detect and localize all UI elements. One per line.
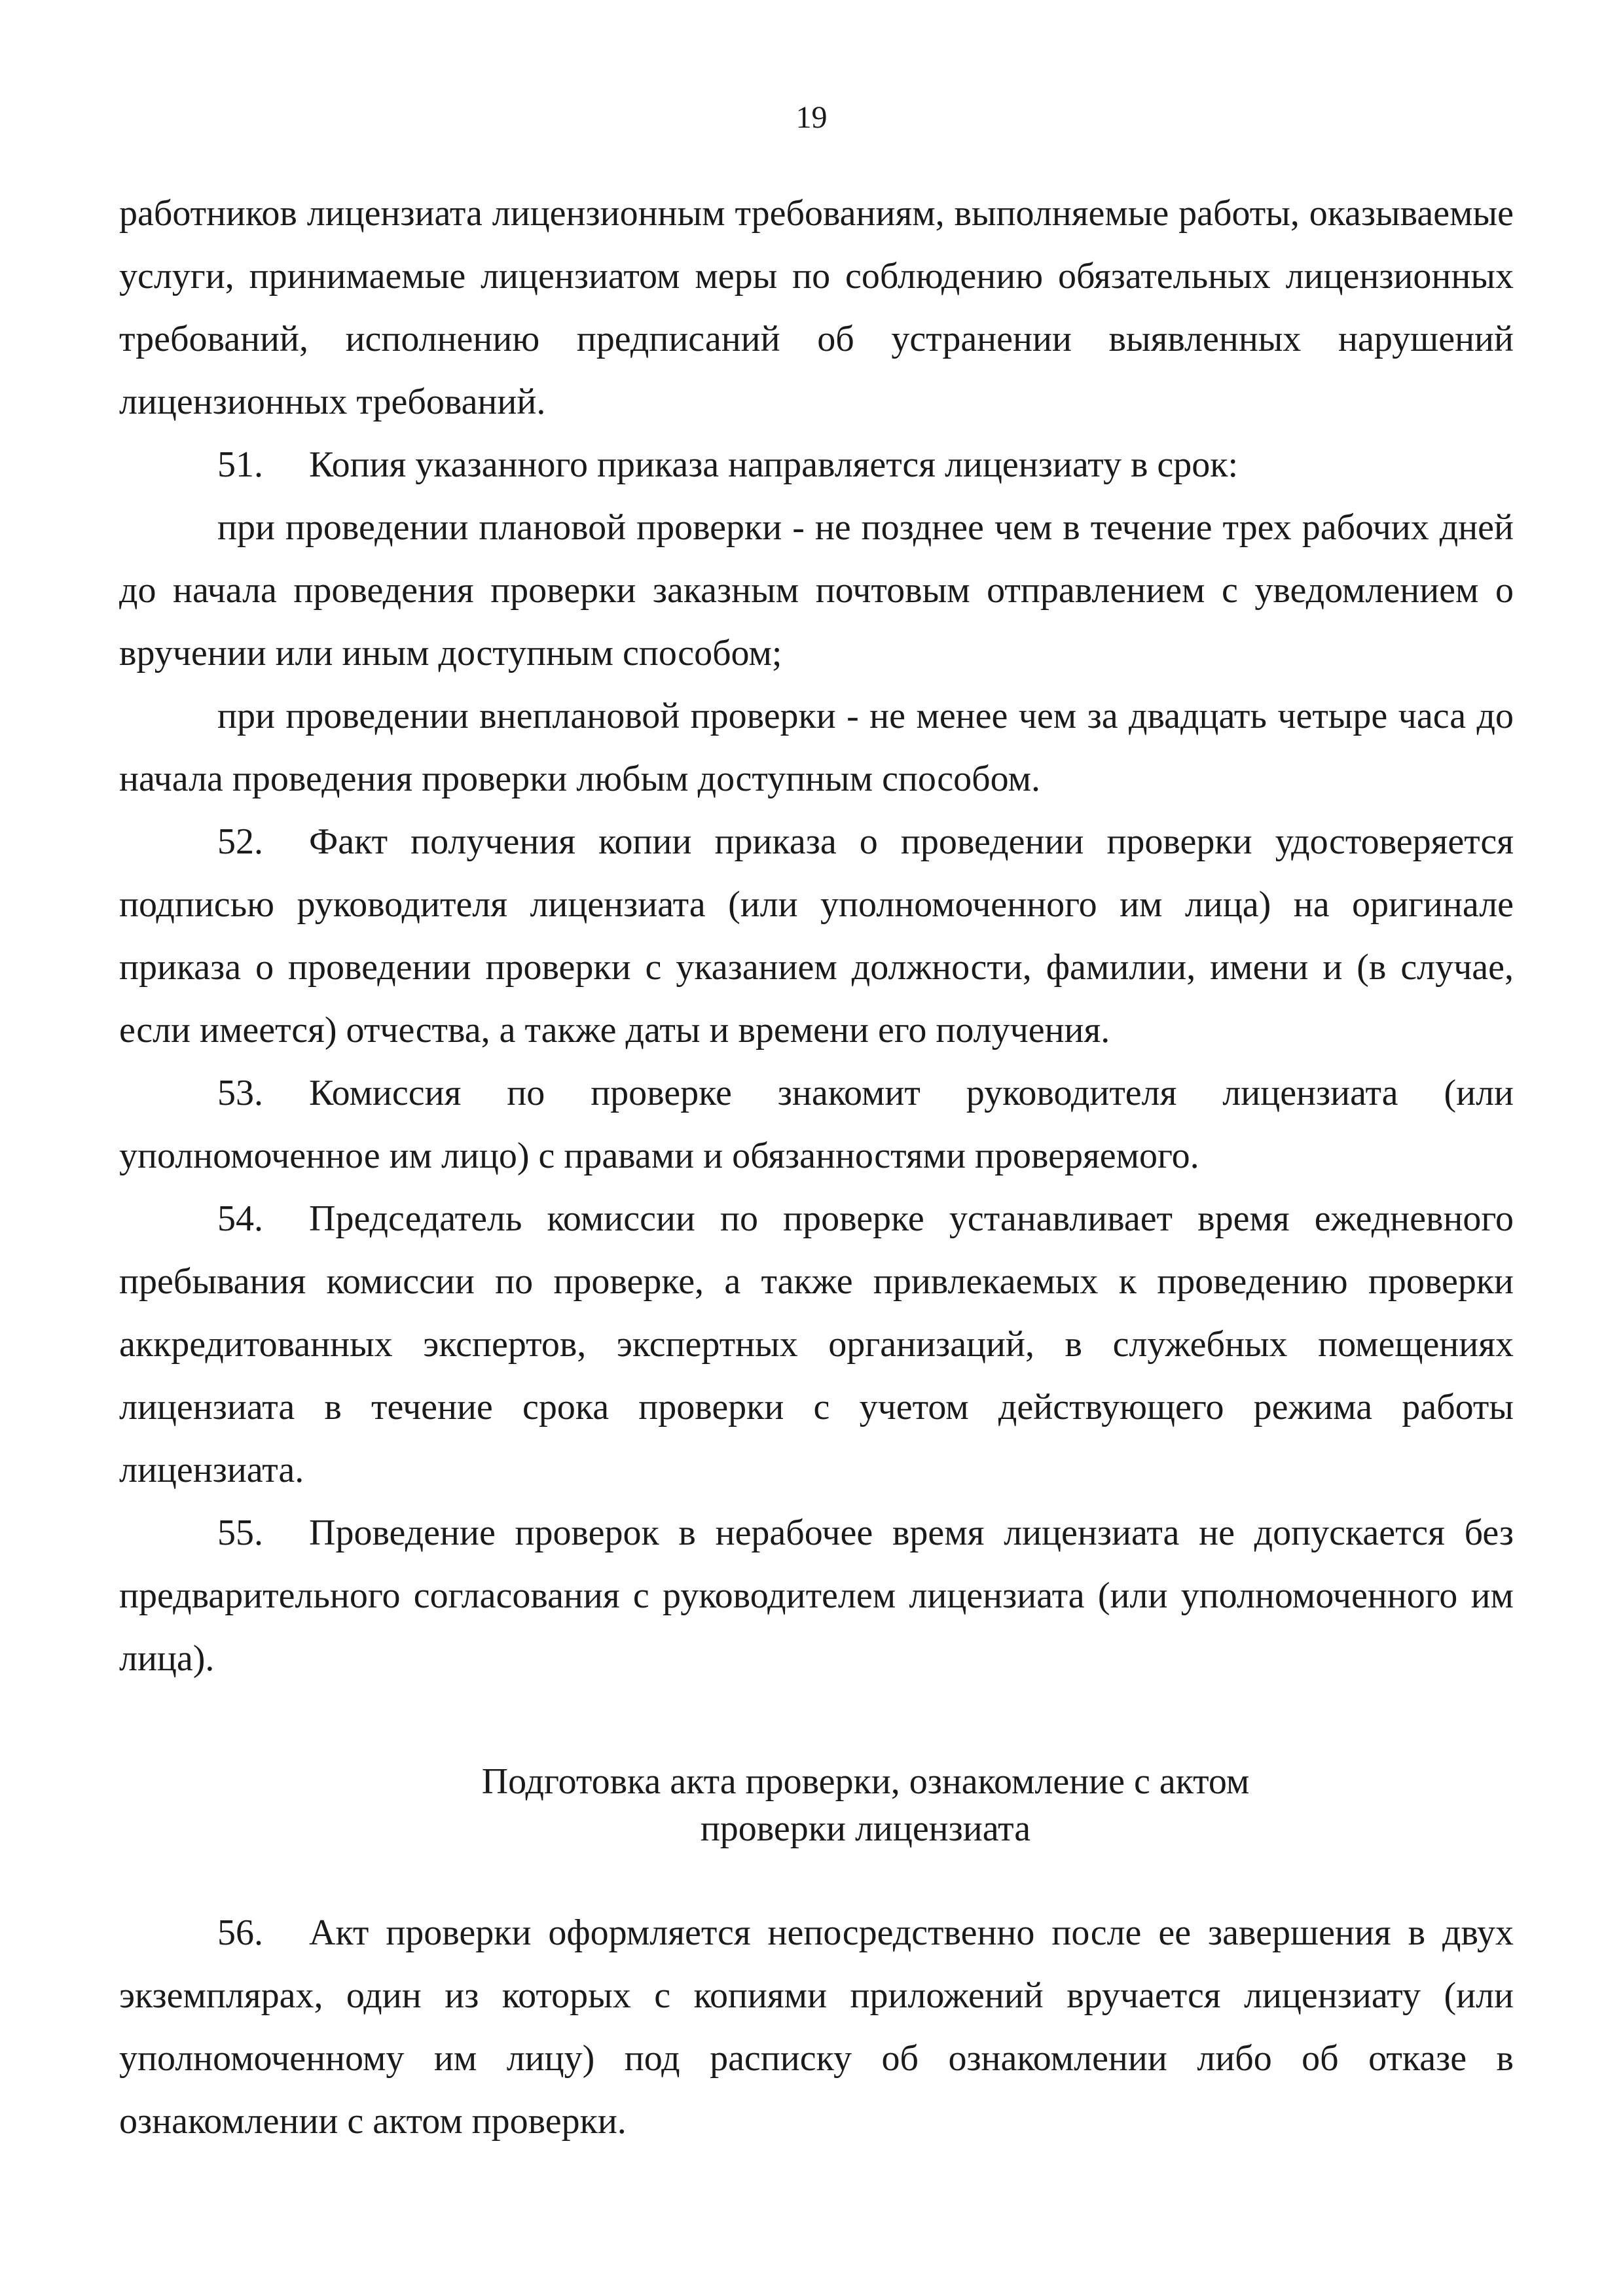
paragraph-number: 56.: [217, 1912, 263, 1953]
paragraph-54: [119, 1187, 1514, 1501]
document-body: [119, 182, 1514, 1690]
sub-paragraph-planned: при проведении плановой проверки - не позднее чем в течение трех рабочих дней до начала проведения проверки заказным почтовым отправлением с уведомлением о вручении или иным доступным способом;: [119, 507, 1514, 673]
paragraph-text: Председатель комиссии по проверке устанавливает время ежедневного пребывания комиссии по проверке, а также привлекаемых к проведению проверки аккредитованных экспертов, экспертных организаций, в служебных помещениях лицензиата в течение срока проверки с учетом действующего режима работы лицензиата.: [119, 1198, 1514, 1490]
paragraph-53: [119, 1062, 1514, 1187]
paragraph-number: 54.: [217, 1198, 263, 1239]
section-heading-line-1: Подготовка акта проверки, ознакомление с актом: [481, 1761, 1250, 1802]
section-heading-line-2: проверки лицензиата: [700, 1808, 1031, 1849]
paragraph-number: 55.: [217, 1513, 263, 1553]
paragraph-text: Акт проверки оформляется непосредственно после ее завершения в двух экземплярах, один из которых с копиями приложений вручается лицензиату (или уполномоченному им лицу) под расписку об ознакомлении либо об отказе в ознакомлении с актом проверки.: [119, 1912, 1514, 2142]
section-heading: [119, 1758, 1612, 1852]
paragraph-number: 52.: [217, 821, 263, 862]
paragraph-55: [119, 1501, 1514, 1690]
continuation-paragraph: работников лицензиата лицензионным требованиям, выполняемые работы, оказываемые услуги, принимаемые лицензиатом меры по соблюдению обязательных лицензионных требований, исполнению предписаний об устранении выявленных нарушений лицензионных требований.: [119, 193, 1514, 422]
paragraph-text: Копия указанного приказа направляется лицензиату в срок:: [309, 444, 1239, 485]
paragraph-56: [119, 1901, 1514, 2153]
paragraph-number: 53.: [217, 1073, 263, 1113]
paragraph-number: 51.: [217, 444, 263, 485]
paragraph-51: [119, 433, 1514, 496]
paragraph-text: Комиссия по проверке знакомит руководителя лицензиата (или уполномоченное им лицо) с правами и обязанностями проверяемого.: [119, 1073, 1514, 1176]
paragraph-text: Проведение проверок в нерабочее время лицензиата не допускается без предварительного согласования с руководителем лицензиата (или уполномоченного им лица).: [119, 1513, 1514, 1679]
document-body-tail: [119, 1901, 1514, 2153]
paragraph-52: [119, 810, 1514, 1062]
page-number: 19: [795, 100, 828, 135]
paragraph-text: Факт получения копии приказа о проведении проверки удостоверяется подписью руководителя лицензиата (или уполномоченного им лица) на оригинале приказа о проведении проверки с указанием должности, фамилии, имени и (в случае, если имеется) отчества, а также даты и времени его получения.: [119, 821, 1514, 1050]
sub-paragraph-unplanned: при проведении внеплановой проверки - не менее чем за двадцать четыре часа до начала проведения проверки любым доступным способом.: [119, 696, 1514, 799]
